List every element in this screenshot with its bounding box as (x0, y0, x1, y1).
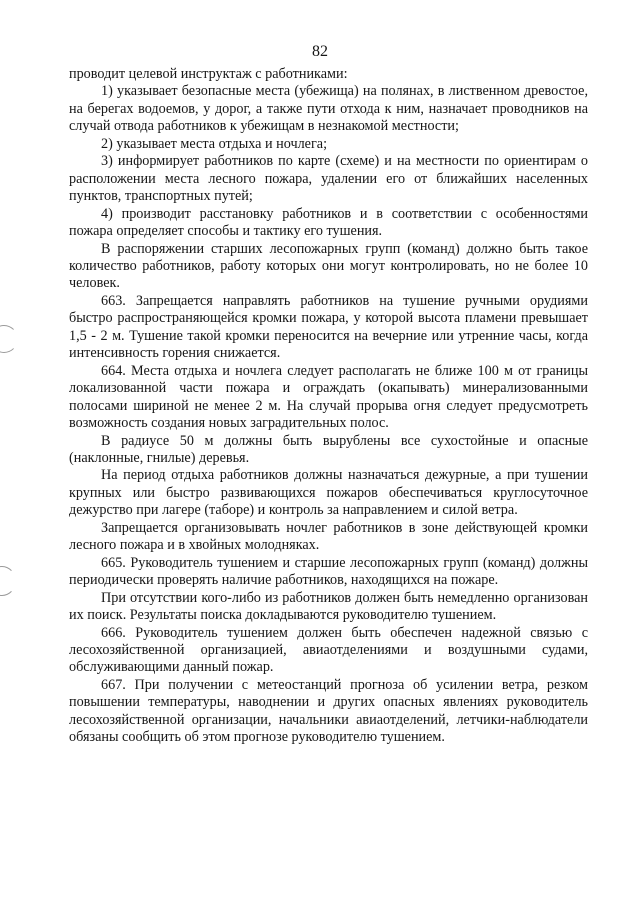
paragraph-666: 666. Руководитель тушением должен быть обеспечен надежной связью с лесохозяйственной организацией, авиаотделениями и воздушными судами, обслуживающими данный пожар. (69, 624, 588, 676)
paragraph: В распоряжении старших лесопожарных групп (команд) должно быть такое количество работников, работу которых они могут контролировать, но не более 10 человек. (69, 240, 588, 292)
paragraph: 3) информирует работников по карте (схеме) и на местности по ориентирам о расположении места лесного пожара, удалении его от ближайших населенных пунктов, транспортных путей; (69, 153, 588, 205)
paragraph: 1) указывает безопасные места (убежища) на полянах, в лиственном древостое, на берегах водоемов, у дорог, а также пути отхода к ним, назначает проводников на случай отвода работников к убежищам в незнакомой местности; (69, 83, 588, 135)
paragraph: В радиусе 50 м должны быть вырублены все сухостойные и опасные (наклонные, гнилые) деревья. (69, 432, 588, 466)
binding-hole-mark (0, 325, 18, 353)
paragraph-664: 664. Места отдыха и ночлега следует располагать не ближе 100 м от границы локализованной части пожара и ограждать (окапывать) минерализованными полосами шириной не менее 2 м. На случай прорыва огня следует предусмотреть возможность создания новых заградительных полос. (69, 362, 588, 432)
paragraph: 4) производит расстановку работников и в соответствии с особенностями пожара определяет способы и тактику его тушения. (69, 205, 588, 240)
paragraph: Запрещается организовывать ночлег работников в зоне действующей кромки лесного пожара и в хвойных молодняках. (69, 519, 588, 554)
binding-hole-mark (0, 566, 16, 596)
document-body (69, 66, 588, 747)
page-number: 82 (312, 43, 328, 60)
paragraph-663: 663. Запрещается направлять работников на тушение ручными орудиями быстро распространяющейся кромки пожара, у которой высота пламени превышает 1,5 - 2 м. Тушение такой кромки переносится на вечерние или утренние часы, когда интенсивность горения снижается. (69, 292, 588, 362)
paragraph: При отсутствии кого-либо из работников должен быть немедленно организован их поиск. Результаты поиска докладываются руководителю тушением. (69, 589, 588, 624)
paragraph: На период отдыха работников должны назначаться дежурные, а при тушении крупных или быстро развивающихся пожаров обеспечиваться круглосуточное дежурство при лагере (таборе) и контроль за направлением и силой ветра. (69, 467, 588, 519)
paragraph: проводит целевой инструктаж с работниками: (69, 66, 348, 82)
paragraph-667: 667. При получении с метеостанций прогноза об усилении ветра, резком повышении температуры, наводнении и других опасных явлениях руководитель лесохозяйственной организации, начальники авиаотделений, летчики-наблюдатели обязаны сообщить об этом прогнозе руководителю тушением. (69, 676, 588, 746)
paragraph: 2) указывает места отдыха и ночлега; (101, 135, 328, 152)
paragraph-665: 665. Руководитель тушением и старшие лесопожарных групп (команд) должны периодически проверять наличие работников, находящихся на пожаре. (69, 554, 588, 589)
